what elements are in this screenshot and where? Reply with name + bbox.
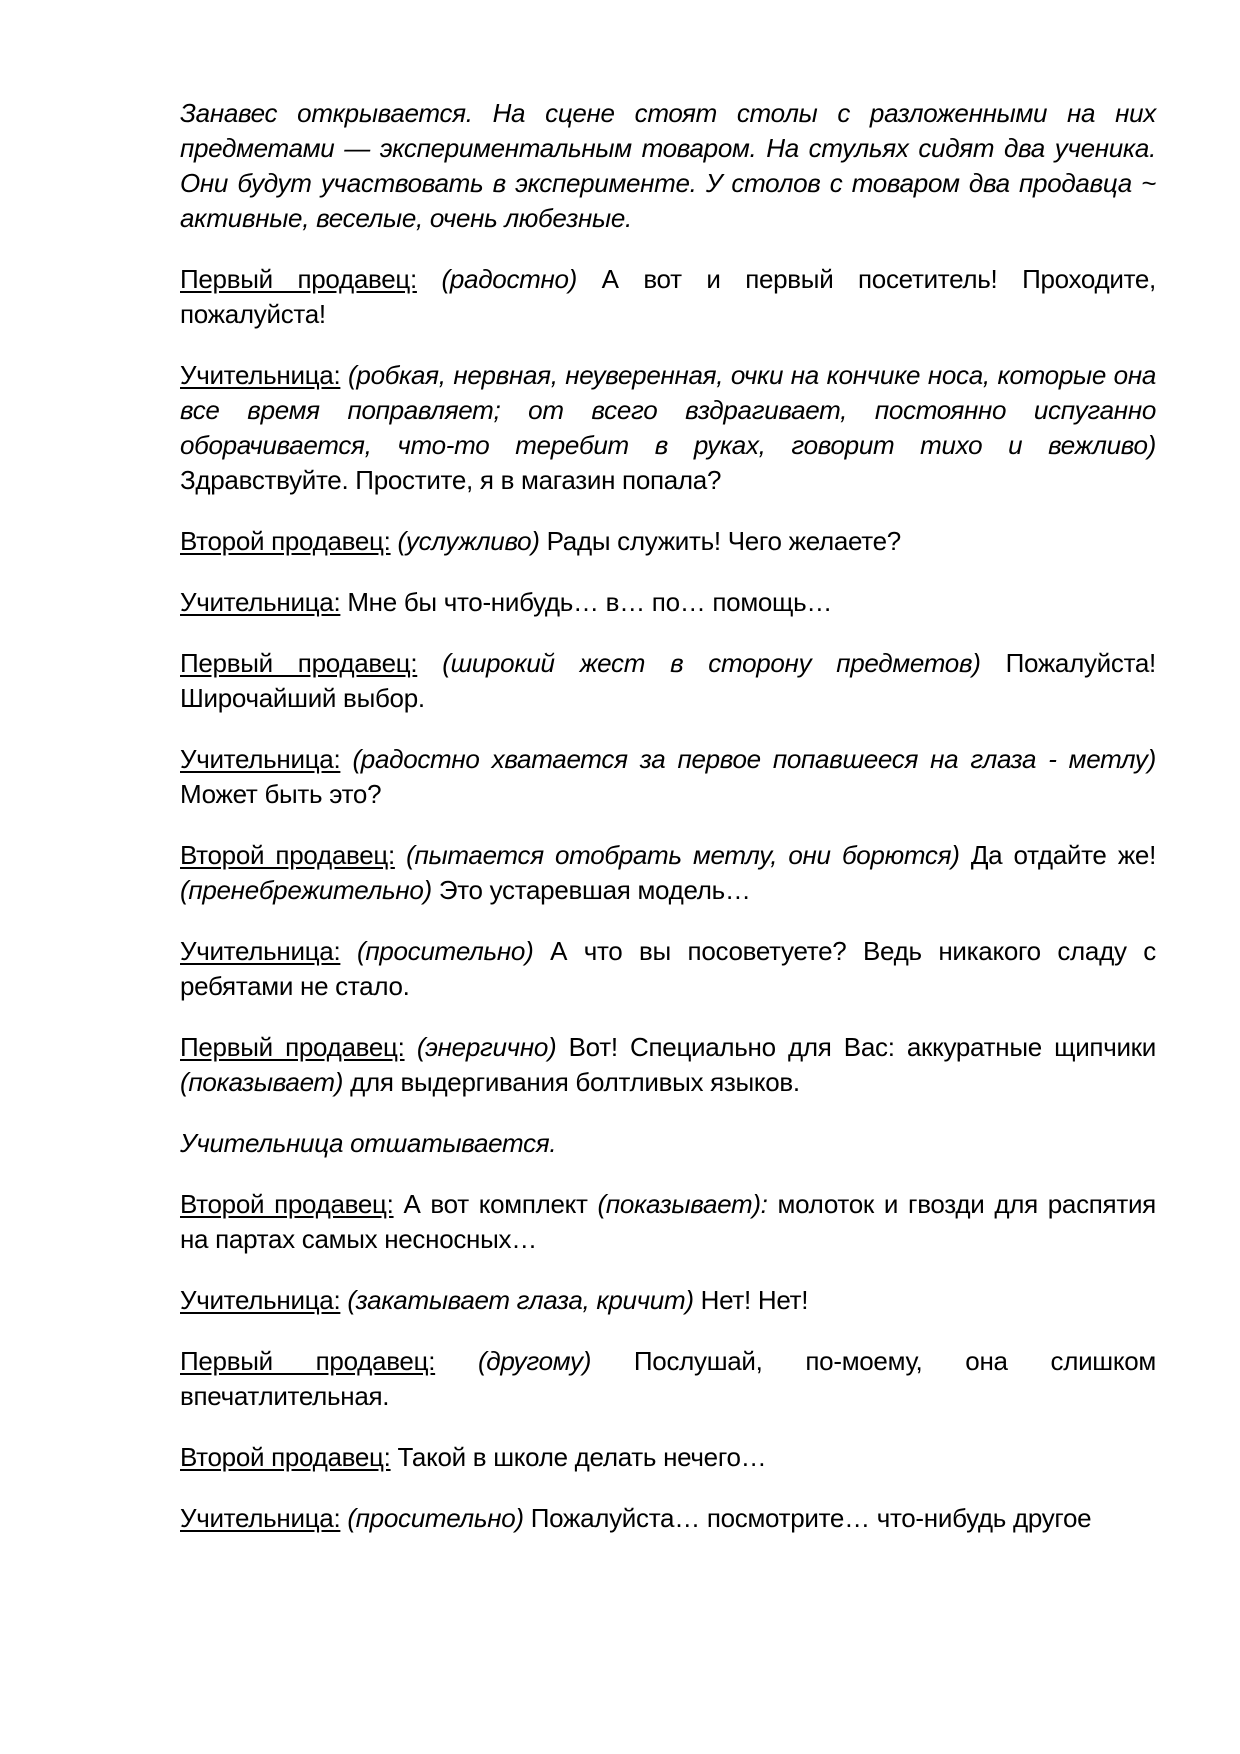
dialogue-text: для выдергивания болтливых языков. [350, 1067, 800, 1097]
stage-note: (пренебрежительно) [180, 875, 432, 905]
dialogue-line [180, 1283, 1156, 1318]
dialogue-text: Вот! Специально для Вас: аккуратные щипчики [568, 1032, 1156, 1062]
speaker-name: Учительница: [180, 1285, 341, 1315]
dialogue-line [180, 1344, 1156, 1414]
stage-note: (услужливо) [397, 526, 540, 556]
dialogue-text: молоток и гвозди для распятия на партах самых несносных… [180, 1189, 1156, 1254]
dialogue-text: Пожалуйста… посмотрите… что-нибудь другое [530, 1503, 1092, 1533]
stage-note: Занавес открывается. На сцене стоят столы с разложенными на них предметами — экспериментальным товаром. На стульях сидят два ученика. Они будут участвовать в эксперименте. У столов с товаром два продавца ~ активные, веселые, очень любезные. [180, 98, 1156, 233]
stage-note: (широкий жест в сторону предметов) [442, 648, 981, 678]
dialogue-text: Рады служить! Чего желаете? [546, 526, 901, 556]
speaker-name: Первый продавец: [180, 264, 417, 294]
speaker-name: Второй продавец: [180, 840, 395, 870]
stage-note: (робкая, нервная, неуверенная, очки на кончике носа, которые она все время поправляет; от всего вздрагивает, постоянно испуганно оборачивается, что-то теребит в руках, говорит тихо и вежливо) [180, 360, 1156, 460]
stage-note: Учительница отшатывается. [180, 1128, 557, 1158]
dialogue-text: А что вы посоветуете? Ведь никакого сладу с ребятами не стало. [180, 936, 1156, 1001]
dialogue-text: Пожалуйста! Широчайший выбор. [180, 648, 1156, 713]
speaker-name: Учительница: [180, 1503, 341, 1533]
speaker-name: Второй продавец: [180, 1442, 391, 1472]
dialogue-line [180, 1187, 1156, 1257]
dialogue-line [180, 838, 1156, 908]
speaker-name: Первый продавец: [180, 648, 418, 678]
speaker-name: Учительница: [180, 360, 341, 390]
stage-note: (пытается отобрать метлу, они борются) [406, 840, 960, 870]
dialogue-text: Нет! Нет! [700, 1285, 809, 1315]
dialogue-text: Здравствуйте. Простите, я в магазин попала? [180, 465, 722, 495]
stage-note: (показывает): [597, 1189, 768, 1219]
stage-direction [180, 96, 1156, 236]
stage-note: (радостно хватается за первое попавшееся на глаза - метлу) [352, 744, 1156, 774]
dialogue-line [180, 262, 1156, 332]
speaker-name: Первый продавец: [180, 1346, 436, 1376]
speaker-name: Учительница: [180, 936, 341, 966]
dialogue-line [180, 934, 1156, 1004]
dialogue-text: Может быть это? [180, 779, 382, 809]
speaker-name: Второй продавец: [180, 526, 391, 556]
speaker-name: Первый продавец: [180, 1032, 405, 1062]
stage-note: (энергично) [416, 1032, 557, 1062]
stage-note: (закатывает глаза, кричит) [347, 1285, 694, 1315]
dialogue-text: А вот и первый посетитель! Проходите, пожалуйста! [180, 264, 1156, 329]
stage-note: (радостно) [441, 264, 578, 294]
dialogue-line [180, 1440, 1156, 1475]
dialogue-line [180, 585, 1156, 620]
dialogue-line [180, 1030, 1156, 1100]
dialogue-line [180, 358, 1156, 498]
dialogue-line [180, 1501, 1156, 1536]
stage-note: (другому) [477, 1346, 592, 1376]
dialogue-text: Это устаревшая модель… [438, 875, 751, 905]
dialogue-text: Такой в школе делать нечего… [397, 1442, 767, 1472]
speaker-name: Учительница: [180, 744, 341, 774]
dialogue-text: А вот комплект [403, 1189, 588, 1219]
stage-direction [180, 1126, 1156, 1161]
stage-note: (просительно) [347, 1503, 524, 1533]
script-text-body [180, 96, 1156, 1536]
dialogue-text: Да отдайте же! [970, 840, 1156, 870]
dialogue-line [180, 524, 1156, 559]
stage-note: (показывает) [180, 1067, 344, 1097]
dialogue-text: Послушай, по-моему, она слишком впечатлительная. [180, 1346, 1156, 1411]
dialogue-line [180, 646, 1156, 716]
dialogue-text: Мне бы что-нибудь… в… по… помощь… [347, 587, 833, 617]
dialogue-line [180, 742, 1156, 812]
speaker-name: Учительница: [180, 587, 341, 617]
stage-note: (просительно) [356, 936, 534, 966]
speaker-name: Второй продавец: [180, 1189, 394, 1219]
